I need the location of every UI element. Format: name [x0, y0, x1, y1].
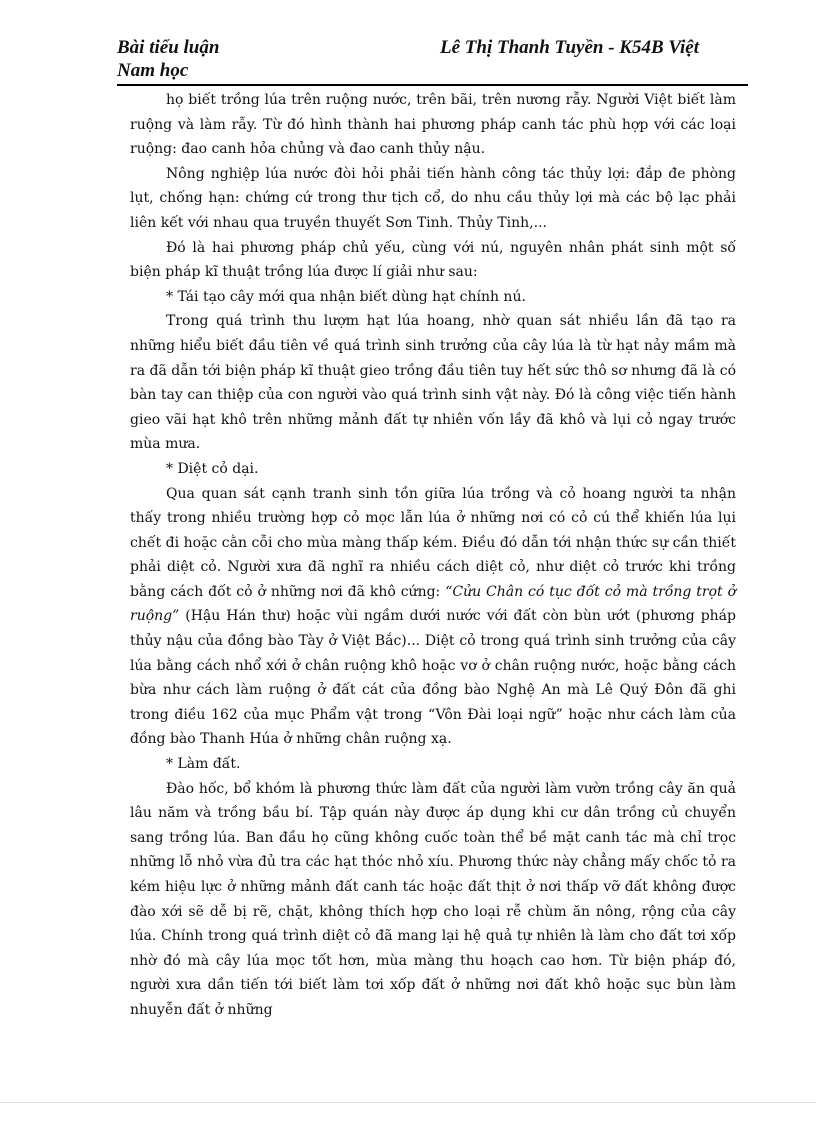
page-header	[117, 37, 717, 83]
quotation: “Cửu Chân có tục đốt cỏ mà trồng trọt ở ruộng”	[130, 583, 736, 625]
header-doc-type: Bài tiểu luận	[117, 37, 220, 58]
header-rule	[117, 84, 748, 86]
paragraph: Nông nghiệp lúa nước đòi hỏi phải tiến hành công tác thủy lợi: đắp đe phòng lụt, chống hạn: chứng cứ trong thư tịch cổ, do nhu cầu thủy lợi mà các bộ lạc phải liên kết với nhau qua truyền thuyết Sơn Tinh. Thủy Tinh,...	[130, 165, 736, 231]
paragraph: Đào hốc, bổ khóm là phương thức làm đất của người làm vườn trồng cây ăn quả lâu năm và trồng bầu bí. Tập quán này được áp dụng khi cư dân trồng củ chuyển sang trồng lúa. Ban đầu họ cũng không cuốc toàn thể bề mặt canh tác mà chỉ trọc những lỗ nhỏ vừa đủ tra các hạt thóc nhỏ xíu. Phương thức này chẳng mấy chốc tỏ ra kém hiệu lực ở những mảnh đất canh tác hoặc đất thịt ở nơi thấp vỡ đất không được đào xới sẽ dễ bị rẽ, chặt, không thích hợp cho loại rễ chùm ăn nông, rộng của cây lúa. Chính trong quá trình diệt cỏ đã mang lại hệ quả tự nhiên là làm cho đất tơi xốp nhờ đó mà cây lúa mọc tốt hơn, mùa màng thu hoạch cao hơn. Từ biện pháp đó, người xưa dần tiến tới biết làm tơi xốp đất ở những nơi đất khô hoặc sục bùn làm nhuyễn đất ở những	[130, 780, 736, 1018]
paragraph: Đó là hai phương pháp chủ yếu, cùng với nú, nguyên nhân phát sinh một số biện pháp kĩ thuật trồng lúa được lí giải như sau:	[130, 239, 736, 281]
page-bottom-edge	[0, 1102, 816, 1103]
paragraph: Trong quá trình thu lượm hạt lúa hoang, nhờ quan sát nhiều lần đã tạo ra những hiểu biết đầu tiên về quá trình sinh trưởng của cây lúa là từ hạt nảy mầm mà ra đã dẫn tới biện pháp kĩ thuật gieo trồng đầu tiên tuy hết sức thô sơ nhưng đã là có bàn tay can thiệp của con người vào quá trình sinh vật này. Đó là công việc tiến hành gieo vãi hạt khô trên những mảnh đất tự nhiên vốn lầy đã khô và lụi cỏ ngay trước mùa mưa.	[130, 313, 737, 453]
section-heading: * Diệt cỏ dại.	[166, 460, 259, 477]
paragraph-text: (Hậu Hán thư) hoặc vùi ngầm dưới nước với đất còn bùn ướt (phương pháp thủy nậu của đồng bào Tày ở Việt Bắc)... Diệt cỏ trong quá trình sinh trưởng của cây lúa bằng cách nhổ xới ở chân ruộng khô hoặc vơ ở chân ruộng nước, hoặc bằng cách bừa như cách làm ruộng ở đất cát của đồng bào Nghệ An mà Lê Quý Đôn đã ghi trong điều 162 của mục Phẩm vật trong “Vôn Đài loại ngữ” hoặc như cách làm của đồng bào Thanh Húa ở những chân ruộng xạ.	[130, 608, 736, 748]
document-body	[130, 88, 736, 1023]
header-subject: Nam học	[117, 60, 189, 81]
section-heading: * Làm đất.	[166, 756, 241, 773]
paragraph: họ biết trồng lúa trên ruộng nước, trên bãi, trên nương rẫy. Người Việt biết làm ruộng và làm rẫy. Từ đó hình thành hai phương pháp canh tác phù hợp với các loại ruộng: đao canh hỏa chủng và đao canh thủy nậu.	[130, 92, 736, 158]
section-heading: * Tái tạo cây mới qua nhận biết dùng hạt chính nú.	[166, 288, 526, 305]
paragraph-text: Qua quan sát cạnh tranh sinh tồn giữa lúa trồng và cỏ hoang người ta nhận thấy trong nhiều trường hợp cỏ mọc lẫn lúa ở những nơi có cỏ cú thể khiến lúa lụi chết đi hoặc cằn cỗi cho mùa màng thấp kém. Điều đó dẫn tới nhận thức sự cần thiết phải diệt cỏ. Người xưa đã nghĩ ra nhiều cách diệt cỏ, như diệt cỏ trước khi trồng bằng cách đốt cỏ ở những nơi đã khô cứng:	[130, 485, 736, 600]
header-author: Lê Thị Thanh Tuyền - K54B Việt	[440, 37, 699, 58]
paragraph	[130, 482, 736, 753]
